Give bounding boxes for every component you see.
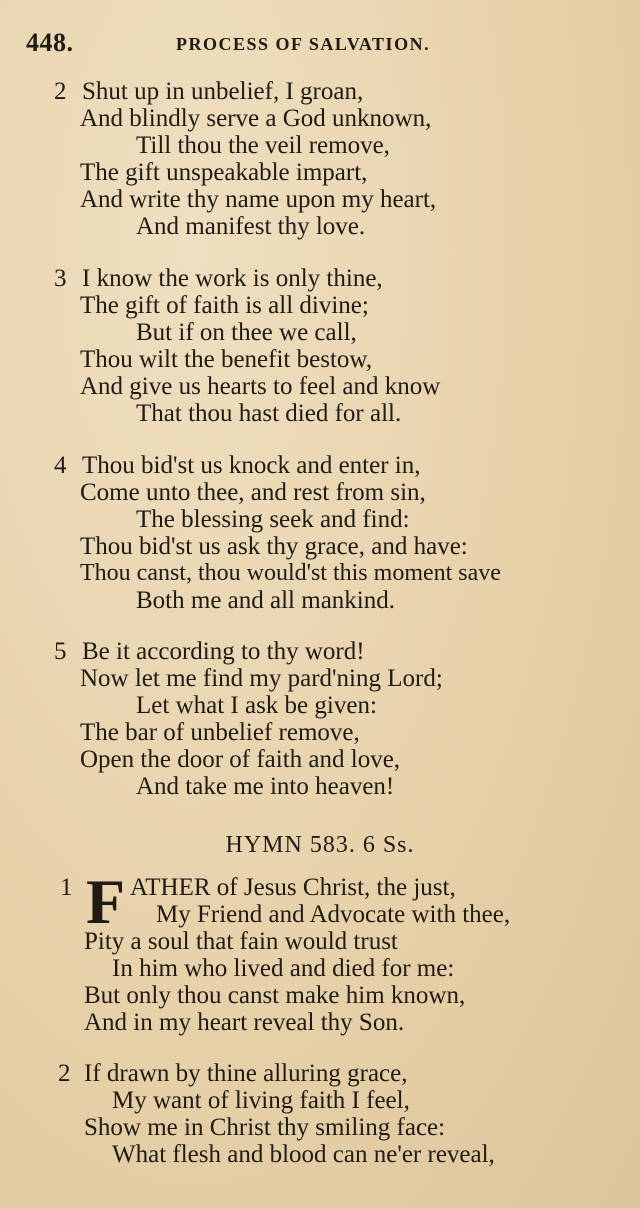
verse-line: Let what I ask be given: (136, 692, 377, 719)
verse-line: I know the work is only thine, (82, 265, 383, 292)
running-title: PROCESS OF SALVATION. (176, 34, 431, 54)
verse-line: Till thou the veil remove, (136, 132, 390, 159)
verse-line: What flesh and blood can ne'er reveal, (112, 1141, 495, 1168)
stanza-number: 1 (60, 874, 73, 901)
verse-line: The bar of unbelief remove, (80, 719, 360, 746)
verse-line: In him who lived and died for me: (112, 955, 455, 982)
stanza-number: 2 (54, 78, 67, 105)
verse-line: Show me in Christ thy smiling face: (84, 1114, 446, 1141)
verse-line: My Friend and Advocate with thee, (156, 901, 511, 928)
page-number: 448. (26, 28, 74, 57)
verse-line: The blessing seek and find: (136, 506, 410, 533)
verse-line: Thou bid'st us ask thy grace, and have: (80, 533, 468, 560)
stanza-number: 3 (54, 265, 67, 292)
verse-line: Shut up in unbelief, I groan, (82, 78, 364, 105)
verse-line: ATHER of Jesus Christ, the just, (130, 874, 456, 901)
hymn-heading: HYMN 583. 6 Ss. (225, 832, 415, 858)
stanza-number: 4 (54, 452, 67, 479)
drop-cap: F (86, 866, 126, 937)
verse-line: And take me into heaven! (136, 773, 395, 800)
verse-line: And in my heart reveal thy Son. (84, 1009, 405, 1036)
verse-line: Now let me find my pard'ning Lord; (80, 665, 443, 692)
verse-line: My want of living faith I feel, (112, 1087, 410, 1114)
verse-line: Thou canst, thou would'st this moment save (80, 560, 501, 586)
verse-line: And give us hearts to feel and know (80, 373, 441, 400)
verse-line: And manifest thy love. (136, 213, 366, 240)
verse-line: Thou wilt the benefit bestow, (80, 346, 373, 373)
verse-line: And write thy name upon my heart, (80, 186, 437, 213)
verse-line: If drawn by thine alluring grace, (84, 1060, 408, 1087)
stanza-number: 2 (58, 1060, 71, 1087)
verse-line: The gift of faith is all divine; (80, 292, 369, 319)
verse-line: Both me and all mankind. (136, 587, 395, 614)
verse-line: Pity a soul that fain would trust (84, 928, 398, 955)
verse-line: That thou hast died for all. (136, 400, 402, 427)
verse-line: Be it according to thy word! (82, 638, 365, 665)
stanza-number: 5 (54, 638, 67, 665)
verse-line: But only thou canst make him known, (84, 982, 466, 1009)
verse-line: The gift unspeakable impart, (80, 159, 368, 186)
verse-line: Come unto thee, and rest from sin, (80, 479, 426, 506)
verse-line: But if on thee we call, (136, 319, 357, 346)
verse-line: And blindly serve a God unknown, (80, 105, 432, 132)
page-header (26, 28, 620, 58)
verse-line: Open the door of faith and love, (80, 746, 401, 773)
verse-line: Thou bid'st us knock and enter in, (82, 452, 421, 479)
